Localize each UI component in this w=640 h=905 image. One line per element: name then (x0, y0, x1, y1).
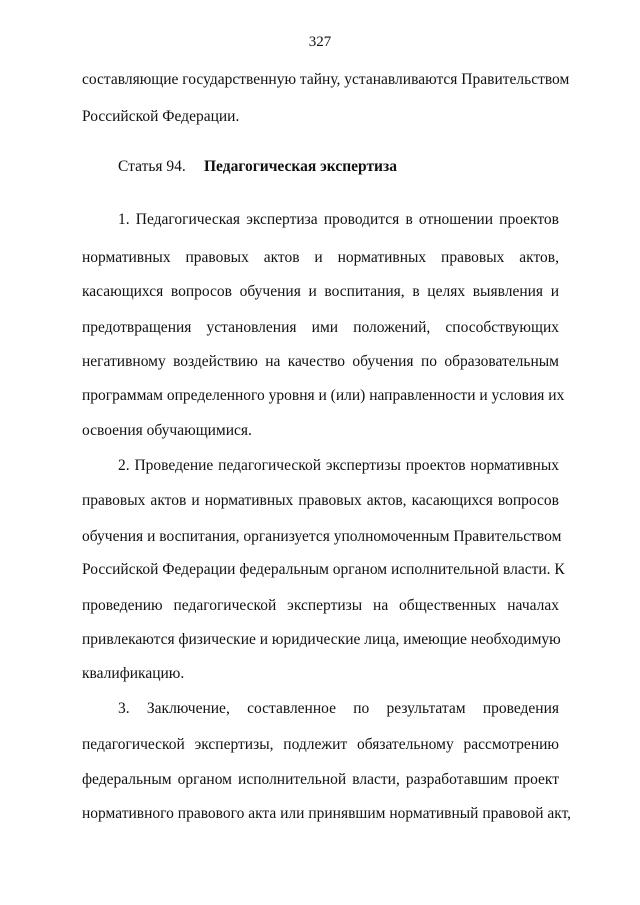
page-number: 327 (308, 34, 332, 50)
article-heading (118, 157, 397, 177)
article-number: Статья 94. (118, 158, 186, 175)
paragraph-1-line: 1. Педагогическая экспертиза проводится в отношении проектов (118, 211, 559, 228)
paragraph-3-line: нормативного правового акта или принявшим нормативный правовой акт, (82, 805, 572, 822)
paragraph-2-line: Российской Федерации федеральным органом исполнительной власти. К (82, 561, 565, 578)
text-line: составляющие государственную тайну, устанавливаются Правительством (82, 71, 570, 88)
paragraph-2-line: обучения и воспитания, организуется уполномоченным Правительством (82, 528, 562, 545)
paragraph-1-line: касающихся вопросов обучения и воспитания, в целях выявления и (82, 283, 559, 300)
paragraph-2-line: квалификацию. (82, 665, 185, 682)
paragraph-2-line: проведению педагогической экспертизы на общественных началах (82, 597, 559, 614)
paragraph-1-line: программам определенного уровня и (или) направленности и условия их (82, 387, 565, 404)
paragraph-1-line: негативному воздействию на качество обучения по образовательным (82, 353, 559, 370)
text-line: Российской Федерации. (82, 108, 240, 125)
paragraph-2-line: привлекаются физические и юридические лица, имеющие необходимую (82, 631, 561, 648)
paragraph-2-line: правовых актов и нормативных правовых актов, касающихся вопросов (82, 492, 559, 509)
paragraph-2-line: 2. Проведение педагогической экспертизы проектов нормативных (118, 457, 559, 474)
paragraph-3-line: 3. Заключение, составленное по результатам проведения (118, 700, 559, 717)
paragraph-1-line: освоения обучающимися. (82, 422, 252, 439)
article-title: Педагогическая экспертиза (204, 158, 397, 175)
paragraph-1-line: предотвращения установления ими положений, способствующих (82, 319, 559, 336)
paragraph-3-line: педагогической экспертизы, подлежит обязательному рассмотрению (82, 736, 559, 753)
paragraph-3-line: федеральным органом исполнительной власти, разработавшим проект (82, 771, 559, 788)
paragraph-1-line: нормативных правовых актов и нормативных правовых актов, (82, 249, 559, 266)
